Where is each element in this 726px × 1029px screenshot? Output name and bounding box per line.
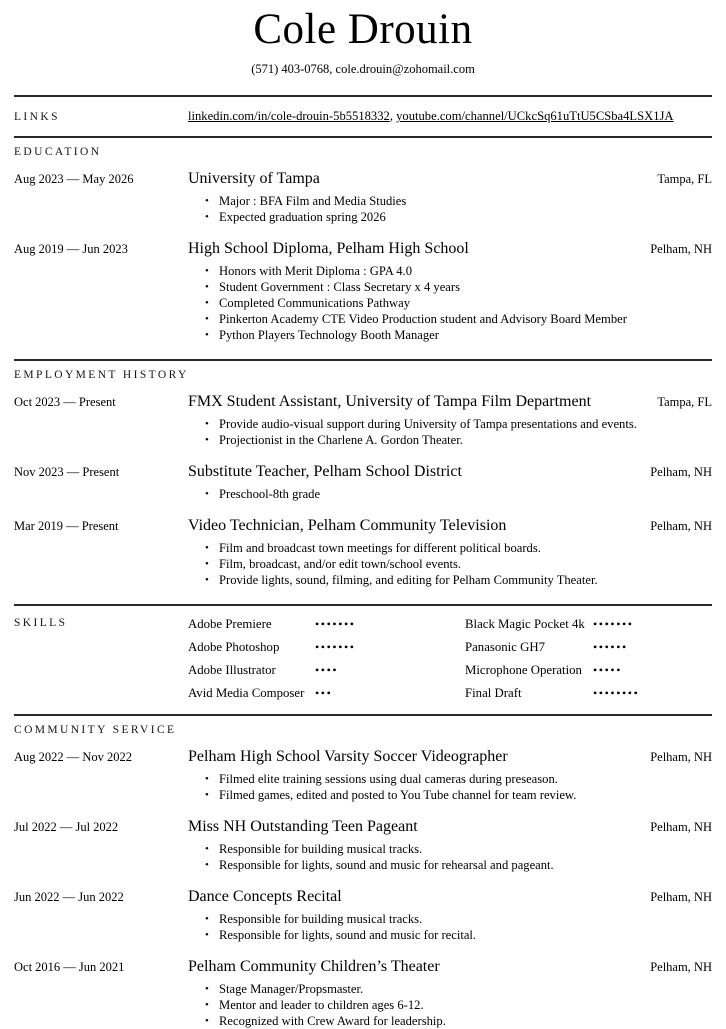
entry-location: Pelham, NH <box>650 750 712 765</box>
section-community-service <box>14 716 712 1029</box>
skill-level-dots: ••••• <box>593 663 623 678</box>
links-list <box>188 107 712 125</box>
bullet-text: Recognized with Crew Award for leadership. <box>219 1014 446 1029</box>
section-links <box>14 97 712 136</box>
bullet-text: Pinkerton Academy CTE Video Production student and Advisory Board Member <box>219 312 627 327</box>
skill-level-dots: ••••••• <box>315 640 356 655</box>
skill-level-dots: ••••••• <box>315 617 356 632</box>
resume-entry <box>14 239 712 343</box>
bullet-text: Mentor and leader to children ages 6-12. <box>219 998 424 1013</box>
bullet-item <box>188 209 712 225</box>
bullet-text: Provide lights, sound, filming, and editing for Pelham Community Theater. <box>219 573 598 588</box>
resume-entry <box>14 747 712 803</box>
education-entries <box>14 169 712 343</box>
resume-entry <box>14 169 712 225</box>
bullet-text: Responsible for building musical tracks. <box>219 842 423 857</box>
bullet-marker-icon: • <box>205 297 209 310</box>
entry-title: University of Tampa <box>188 170 320 188</box>
bullet-item <box>188 556 712 572</box>
skill-level-dots: •••• <box>315 663 339 678</box>
bullet-text: Stage Manager/Propsmaster. <box>219 982 364 997</box>
entry-dates: Aug 2019 — Jun 2023 <box>14 242 128 257</box>
bullet-text: Python Players Technology Booth Manager <box>219 328 439 343</box>
entry-title: High School Diploma, Pelham High School <box>188 240 469 258</box>
bullet-item <box>188 540 712 556</box>
entry-title: Substitute Teacher, Pelham School District <box>188 463 462 481</box>
skill-name: Panasonic GH7 <box>465 640 545 655</box>
bullet-item <box>188 997 712 1013</box>
bullet-marker-icon: • <box>205 789 209 802</box>
bullet-list <box>188 193 712 225</box>
resume-entry <box>14 957 712 1029</box>
bullet-list <box>188 263 712 343</box>
bullet-marker-icon: • <box>205 542 209 555</box>
bullet-item <box>188 416 712 432</box>
bullet-list <box>188 416 712 448</box>
entry-location: Tampa, FL <box>657 395 712 410</box>
bullet-marker-icon: • <box>205 843 209 856</box>
entry-dates: Mar 2019 — Present <box>14 519 119 534</box>
bullet-list <box>188 486 712 502</box>
bullet-item <box>188 927 712 943</box>
bullet-marker-icon: • <box>205 265 209 278</box>
bullet-text: Responsible for lights, sound and music for rehearsal and pageant. <box>219 858 554 873</box>
bullet-marker-icon: • <box>205 434 209 447</box>
bullet-marker-icon: • <box>205 313 209 326</box>
bullet-text: Filmed elite training sessions using dual cameras during preseason. <box>219 772 558 787</box>
resume-entry <box>14 887 712 943</box>
entry-location: Pelham, NH <box>650 820 712 835</box>
skill-name: Adobe Photoshop <box>188 640 280 655</box>
bullet-text: Responsible for lights, sound and music for recital. <box>219 928 477 943</box>
skill-name: Adobe Premiere <box>188 617 272 632</box>
bullet-marker-icon: • <box>205 999 209 1012</box>
bullet-marker-icon: • <box>205 983 209 996</box>
bullet-marker-icon: • <box>205 329 209 342</box>
bullet-item <box>188 572 712 588</box>
entry-title: Dance Concepts Recital <box>188 888 342 906</box>
bullet-list <box>188 841 712 873</box>
bullet-text: Film and broadcast town meetings for different political boards. <box>219 541 541 556</box>
bullet-item <box>188 1013 712 1029</box>
community-entries <box>14 747 712 1029</box>
bullet-item <box>188 311 712 327</box>
skills-section-label: SKILLS <box>14 617 68 630</box>
entry-dates: Nov 2023 — Present <box>14 465 120 480</box>
links-section-label: LINKS <box>14 111 60 124</box>
entry-title: FMX Student Assistant, University of Tampa Film Department <box>188 393 592 411</box>
bullet-marker-icon: • <box>205 558 209 571</box>
bullet-list <box>188 911 712 943</box>
bullet-marker-icon: • <box>205 488 209 501</box>
bullet-text: Major : BFA Film and Media Studies <box>219 194 407 209</box>
bullet-item <box>188 327 712 343</box>
community-section-label: COMMUNITY SERVICE <box>14 724 177 737</box>
bullet-marker-icon: • <box>205 859 209 872</box>
bullet-text: Projectionist in the Charlene A. Gordon Theater. <box>219 433 463 448</box>
resume-entry <box>14 392 712 448</box>
entry-dates: Jul 2022 — Jul 2022 <box>14 820 119 835</box>
bullet-marker-icon: • <box>205 773 209 786</box>
section-skills <box>14 606 712 714</box>
resume-entry <box>14 516 712 588</box>
bullet-marker-icon: • <box>205 929 209 942</box>
entry-location: Pelham, NH <box>650 465 712 480</box>
bullet-item <box>188 841 712 857</box>
resume-entry <box>14 817 712 873</box>
bullet-item <box>188 263 712 279</box>
entry-location: Pelham, NH <box>650 242 712 257</box>
bullet-text: Responsible for building musical tracks. <box>219 912 423 927</box>
bullet-marker-icon: • <box>205 195 209 208</box>
bullet-item <box>188 911 712 927</box>
section-education <box>14 138 712 343</box>
skill-level-dots: ••••••• <box>593 617 634 632</box>
education-section-label: EDUCATION <box>14 146 102 159</box>
entry-dates: Jun 2022 — Jun 2022 <box>14 890 124 905</box>
link[interactable]: linkedin.com/in/cole-drouin-5b5518332 <box>188 109 390 124</box>
section-employment <box>14 361 712 588</box>
bullet-text: Honors with Merit Diploma : GPA 4.0 <box>219 264 412 279</box>
entry-title: Pelham High School Varsity Soccer Videographer <box>188 748 508 766</box>
bullet-text: Preschool-8th grade <box>219 487 321 502</box>
entry-location: Tampa, FL <box>657 172 712 187</box>
employment-section-label: EMPLOYMENT HISTORY <box>14 369 189 382</box>
entry-title: Pelham Community Children’s Theater <box>188 958 440 976</box>
bullet-list <box>188 540 712 588</box>
bullet-marker-icon: • <box>205 574 209 587</box>
bullet-item <box>188 432 712 448</box>
resume-entry <box>14 462 712 502</box>
entry-location: Pelham, NH <box>650 960 712 975</box>
link[interactable]: youtube.com/channel/UCkcSq61uTtU5CSba4LSX1JA <box>396 109 674 124</box>
entry-title: Video Technician, Pelham Community Television <box>188 517 507 535</box>
entry-location: Pelham, NH <box>650 519 712 534</box>
bullet-text: Provide audio-visual support during University of Tampa presentations and events. <box>219 417 637 432</box>
bullet-text: Expected graduation spring 2026 <box>219 210 386 225</box>
bullet-marker-icon: • <box>205 913 209 926</box>
bullet-marker-icon: • <box>205 211 209 224</box>
link-separator: , <box>389 109 397 124</box>
bullet-item <box>188 486 712 502</box>
bullet-list <box>188 981 712 1029</box>
bullet-text: Completed Communications Pathway <box>219 296 410 311</box>
bullet-text: Student Government : Class Secretary x 4 years <box>219 280 460 295</box>
bullet-marker-icon: • <box>205 418 209 431</box>
bullet-item <box>188 295 712 311</box>
skill-name: Adobe Illustrator <box>188 663 276 678</box>
bullet-item <box>188 787 712 803</box>
entry-location: Pelham, NH <box>650 890 712 905</box>
skill-level-dots: ••• <box>315 686 333 701</box>
bullet-list <box>188 771 712 803</box>
entry-title: Miss NH Outstanding Teen Pageant <box>188 818 418 836</box>
bullet-item <box>188 857 712 873</box>
bullet-item <box>188 771 712 787</box>
bullet-item <box>188 279 712 295</box>
entry-dates: Oct 2023 — Present <box>14 395 116 410</box>
skill-name: Final Draft <box>465 686 522 701</box>
skills-grid <box>188 617 712 701</box>
bullet-text: Film, broadcast, and/or edit town/school events. <box>219 557 462 572</box>
bullet-text: Filmed games, edited and posted to You Tube channel for team review. <box>219 788 577 803</box>
bullet-marker-icon: • <box>205 1015 209 1028</box>
bullet-item <box>188 193 712 209</box>
bullet-marker-icon: • <box>205 281 209 294</box>
resume-header <box>14 0 712 77</box>
person-name: Cole Drouin <box>253 6 473 53</box>
contact-line: (571) 403-0768, cole.drouin@zohomail.com <box>251 62 475 77</box>
entry-dates: Oct 2016 — Jun 2021 <box>14 960 125 975</box>
skill-level-dots: •••••••• <box>593 686 640 701</box>
employment-entries <box>14 392 712 588</box>
entry-dates: Aug 2022 — Nov 2022 <box>14 750 133 765</box>
skill-name: Microphone Operation <box>465 663 582 678</box>
entry-dates: Aug 2023 — May 2026 <box>14 172 134 187</box>
skill-name: Avid Media Composer <box>188 686 305 701</box>
bullet-item <box>188 981 712 997</box>
skill-level-dots: •••••• <box>593 640 628 655</box>
skill-name: Black Magic Pocket 4k <box>465 617 585 632</box>
